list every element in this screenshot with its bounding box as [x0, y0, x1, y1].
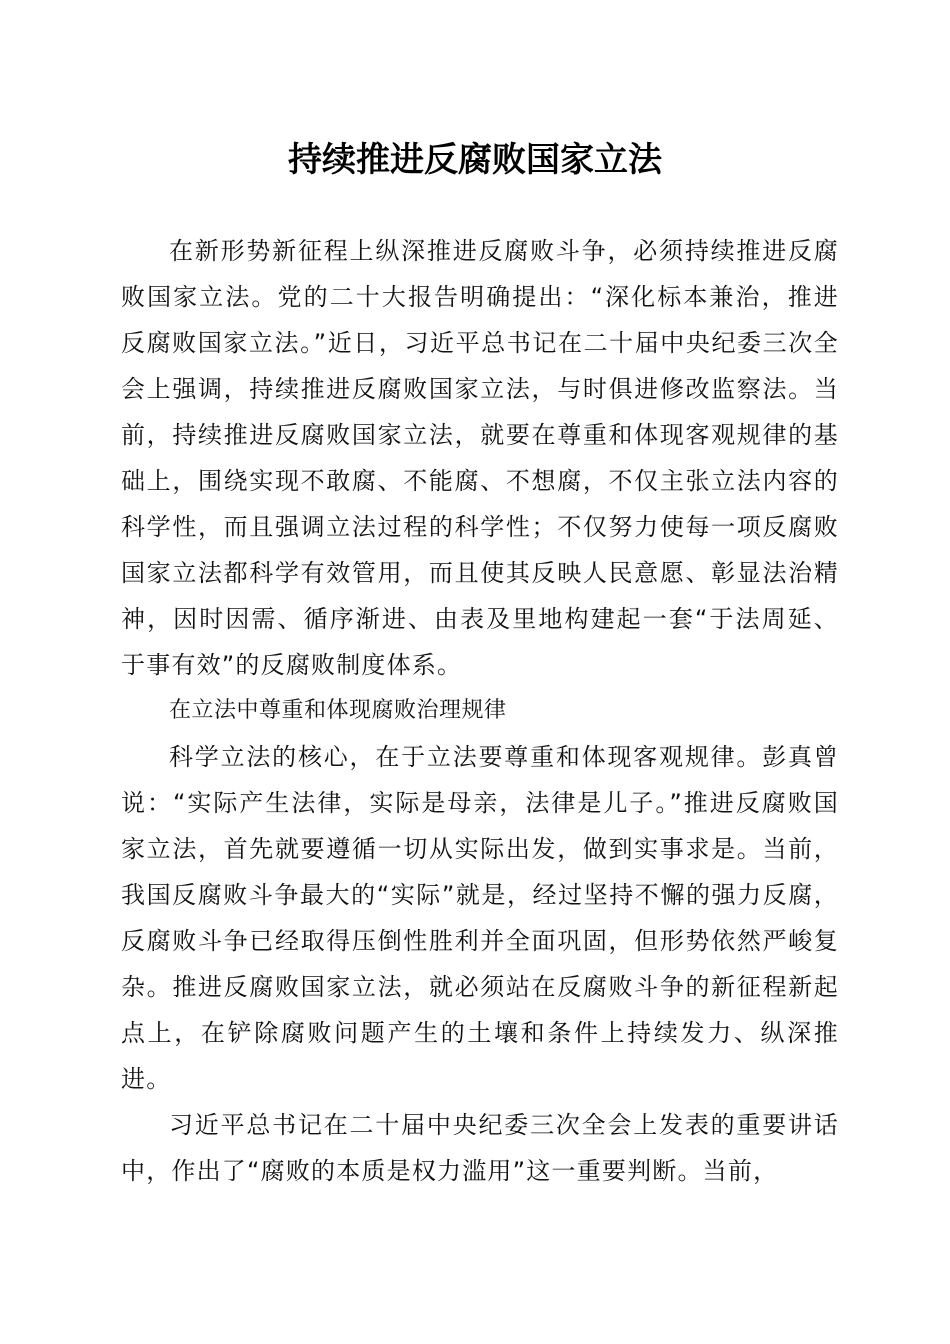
document-body [121, 228, 839, 1194]
body-paragraph: 习近平总书记在二十届中央纪委三次全会上发表的重要讲话中，作出了“腐败的本质是权力滥用”这一重要判断。当前， [121, 1111, 839, 1185]
body-paragraph: 科学立法的核心，在于立法要尊重和体现客观规律。彭真曾说：“实际产生法律，实际是母亲，法律是儿子。”推进反腐败国家立法，首先就要遵循一切从实际出发，做到实事求是。当前，我国反腐败斗争最大的“实际”就是，经过坚持不懈的强力反腐，反腐败斗争已经取得压倒性胜利并全面巩固，但形势依然严峻复杂。推进反腐败国家立法，就必须站在反腐败斗争的新征程新起点上，在铲除腐败问题产生的土壤和条件上持续发力、纵深推进。 [121, 743, 839, 1093]
document-title: 持续推进反腐败国家立法 [288, 140, 662, 180]
section-subheading: 在立法中尊重和体现腐败治理规律 [169, 698, 507, 723]
body-paragraph: 在新形势新征程上纵深推进反腐败斗争，必须持续推进反腐败国家立法。党的二十大报告明确提出：“深化标本兼治，推进反腐败国家立法。”近日，习近平总书记在二十届中央纪委三次全会上强调，持续推进反腐败国家立法，与时俱进修改监察法。当前，持续推进反腐败国家立法，就要在尊重和体现客观规律的基础上，围绕实现不敢腐、不能腐、不想腐，不仅主张立法内容的科学性，而且强调立法过程的科学性；不仅努力使每一项反腐败国家立法都科学有效管用，而且使其反映人民意愿、彰显法治精神，因时因需、循序渐进、由表及里地构建起一套“于法周延、于事有效”的反腐败制度体系。 [121, 237, 839, 679]
